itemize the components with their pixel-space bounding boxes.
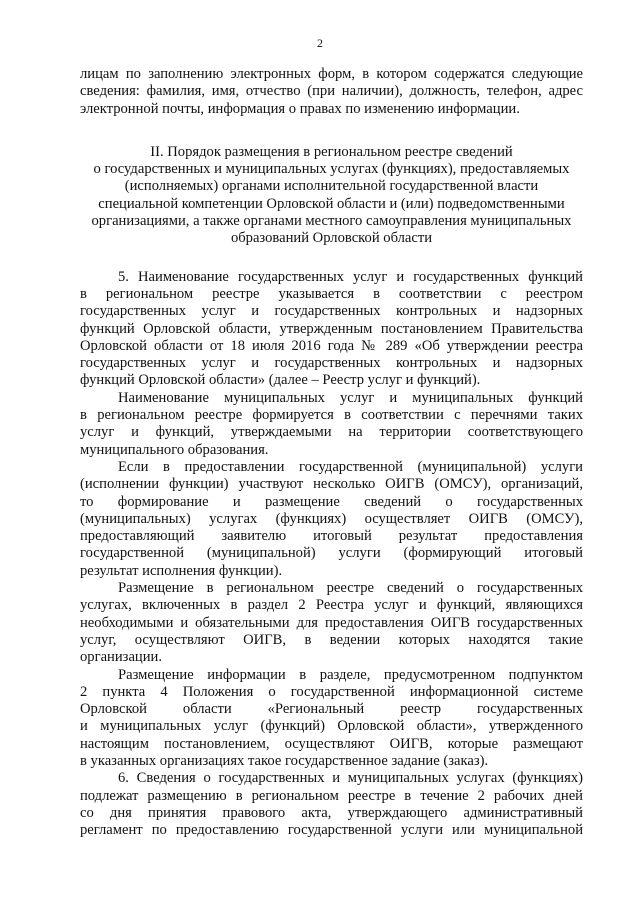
text-line: функций Орловской области» (далее – Реестр услуг и функций). <box>80 372 481 389</box>
paragraph-section-2-services <box>80 580 583 666</box>
text-line: сведения: фамилия, имя, отчество (при наличии), должность, телефон, адрес <box>80 83 583 100</box>
text-line: 5. Наименование государственных услуг и государственных функций <box>118 268 583 285</box>
text-line: (исполнении функции) участвуют несколько ОИГВ (ОМСУ), организаций, <box>80 476 583 493</box>
text-line: государственной (муниципальной) услуги (формирующий итоговый <box>80 545 583 562</box>
text-line: услуг и функций, утверждаемыми на территории соответствующего <box>80 424 583 441</box>
text-line: функций Орловской области, утвержденным постановлением Правительства <box>80 320 583 337</box>
text-line: 6. Сведения о государственных и муниципальных услугах (функциях) <box>118 770 583 787</box>
paragraph-several-authorities <box>80 459 583 580</box>
heading-line: специальной компетенции Орловской области и (или) подведомственными <box>98 195 565 212</box>
heading-line: образований Орловской области <box>230 230 433 247</box>
text-line: в указанных организациях такое государственное задание (заказ). <box>80 752 489 769</box>
text-line: услуг, осуществляют ОИГВ, в ведении которых находятся такие <box>80 631 583 648</box>
continued-paragraph <box>80 66 583 118</box>
text-line: Орловской области от 18 июля 2016 года № 289 «Об утверждении реестра <box>80 337 583 354</box>
text-line: результат исполнения функции). <box>80 562 283 579</box>
text-line: электронной почты, информация о правах по изменению информации. <box>80 100 520 117</box>
text-line: Если в предоставлении государственной (муниципальной) услуги <box>118 458 583 475</box>
text-line: предоставляющий заявителю итоговый результат предоставления <box>80 528 583 545</box>
text-line: (муниципальных) услугах (функциях) осуществляет ОИГВ (ОМСУ), <box>80 510 583 527</box>
text-line: муниципального образования. <box>80 441 269 458</box>
text-line: Наименование муниципальных услуг и муниципальных функций <box>118 389 583 406</box>
page-number: 2 <box>317 36 323 50</box>
heading-line: (исполняемых) органами исполнительной государственной власти <box>124 178 539 195</box>
section-heading <box>80 144 583 248</box>
text-line: Размещение в региональном реестре сведений о государственных <box>118 580 583 597</box>
heading-line: о государственных и муниципальных услугах (функциях), предоставляемых <box>93 161 570 178</box>
paragraph-municipal-names <box>80 390 583 459</box>
paragraph-state-assignment <box>80 667 583 771</box>
text-line: то формирование и размещение сведений о государственных <box>80 493 583 510</box>
text-line: подлежат размещению в региональном реестре в течение 2 рабочих дней <box>80 787 583 804</box>
document-body <box>80 66 583 839</box>
text-line: в региональном реестре указывается в соответствии с реестром <box>80 285 583 302</box>
text-line: в региональном реестре формируется в соответствии с перечнями таких <box>80 407 583 424</box>
text-line: Размещение информации в разделе, предусмотренном подпунктом <box>118 666 583 683</box>
paragraph-5 <box>80 269 583 390</box>
heading-line: организациями, а также органами местного самоуправления муниципальных <box>91 213 572 230</box>
text-line: и муниципальных услуг (функций) Орловской области», утвержденного <box>80 718 583 735</box>
text-line: услугах, включенных в раздел 2 Реестра услуг и функций, являющихся <box>80 597 583 614</box>
text-line: регламент по предоставлению государственной услуги или муниципальной <box>80 822 583 839</box>
heading-line: II. Порядок размещения в региональном реестре сведений <box>150 143 513 160</box>
text-line: государственных услуг и государственных контрольных и надзорных <box>80 303 583 320</box>
text-line: настоящим постановлением, осуществляют ОИГВ, которые размещают <box>80 735 583 752</box>
text-line: лицам по заполнению электронных форм, в котором содержатся следующие <box>80 66 583 82</box>
text-line: 2 пункта 4 Положения о государственной информационной системе <box>80 683 583 700</box>
paragraph-6 <box>80 770 583 839</box>
text-line: необходимыми и обязательными для предоставления ОИГВ государственных <box>80 614 583 631</box>
text-line: Орловской области «Региональный реестр государственных <box>80 701 583 718</box>
text-line: государственных услуг и государственных контрольных и надзорных <box>80 355 583 372</box>
text-line: со дня принятия правового акта, утверждающего административный <box>80 804 583 821</box>
text-line: организации. <box>80 649 162 666</box>
